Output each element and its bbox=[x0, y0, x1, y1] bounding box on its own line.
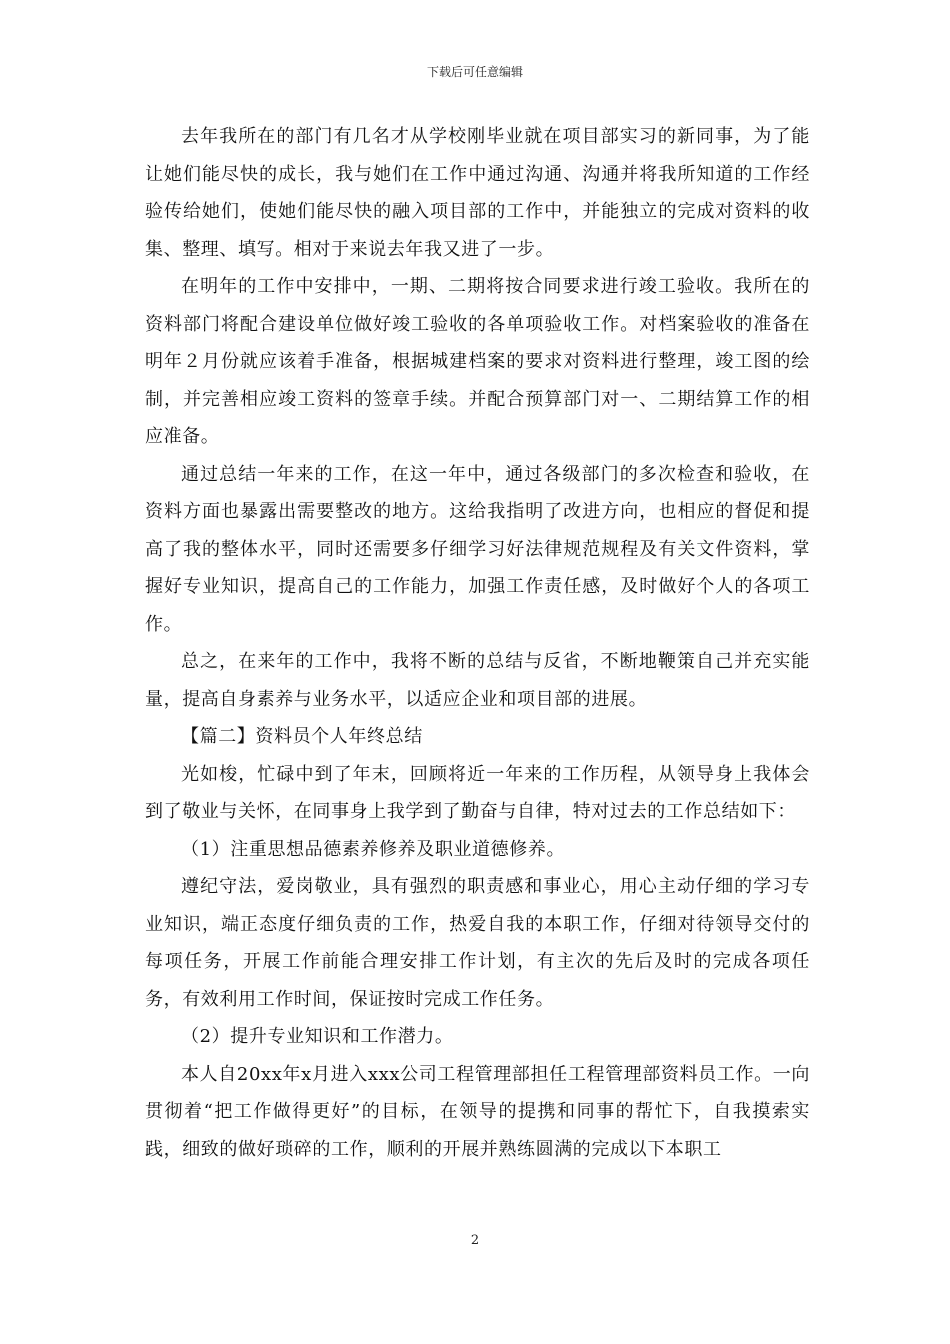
page-number: 2 bbox=[470, 1233, 480, 1248]
paragraph: 遵纪守法，爱岗敬业，具有强烈的职责感和事业心，用心主动仔细的学习专业知识，端正态度仔细负责的工作，热爱自我的本职工作，仔细对待领导交付的每项任务，开展工作前能合理安排工作计划，有主次的先后及时的完成各项任务，有效利用工作时间，保证按时完成工作任务。 bbox=[145, 876, 810, 1010]
paragraph: 通过总结一年来的工作，在这一年中，通过各级部门的多次检查和验收，在资料方面也暴露出需要整改的地方。这给我指明了改进方向，也相应的督促和提高了我的整体水平，同时还需要多仔细学习好法律规范规程及有关文件资料，掌握好专业知识，提高自己的工作能力，加强工作责任感，及时做好个人的各项工作。 bbox=[145, 463, 810, 635]
paragraph: 光如梭，忙碌中到了年末，回顾将近一年来的工作历程，从领导身上我体会到了敬业与关怀，在同事身上我学到了勤奋与自律，特对过去的工作总结如下： bbox=[145, 763, 810, 822]
list-heading: （2）提升专业知识和工作潜力。 bbox=[181, 1026, 454, 1047]
document-body bbox=[145, 118, 810, 1168]
section-heading: 【篇二】资料员个人年终总结 bbox=[181, 726, 423, 747]
list-heading: （1）注重思想品德素养修养及职业道德修养。 bbox=[181, 838, 566, 860]
paragraph: 总之，在来年的工作中，我将不断的总结与反省，不断地鞭策自己并充实能量，提高自身素养与业务水平，以适应企业和项目部的进展。 bbox=[145, 651, 810, 710]
page-header: 下载后可任意编辑 bbox=[426, 65, 523, 79]
paragraph: 去年我所在的部门有几名才从学校刚毕业就在项目部实习的新同事，为了能让她们能尽快的成长，我与她们在工作中通过沟通、沟通并将我所知道的工作经验传给她们，使她们能尽快的融入项目部的工作中，并能独立的完成对资料的收集、整理、填写。相对于来说去年我又进了一步。 bbox=[145, 126, 810, 260]
paragraph: 本人自20xx年x月进入xxx公司工程管理部担任工程管理部资料员工作。一向贯彻着“把工作做得更好”的目标，在领导的提携和同事的帮忙下，自我摸索实践，细致的做好琐碎的工作，顺利的开展并熟练圆满的完成以下本职工 bbox=[145, 1063, 810, 1160]
paragraph: 在明年的工作中安排中，一期、二期将按合同要求进行竣工验收。我所在的资料部门将配合建设单位做好竣工验收的各单项验收工作。对档案验收的准备在明年２月份就应该着手准备，根据城建档案的要求对资料进行整理，竣工图的绘制，并完善相应竣工资料的签章手续。并配合预算部门对一、二期结算工作的相应准备。 bbox=[145, 276, 810, 447]
